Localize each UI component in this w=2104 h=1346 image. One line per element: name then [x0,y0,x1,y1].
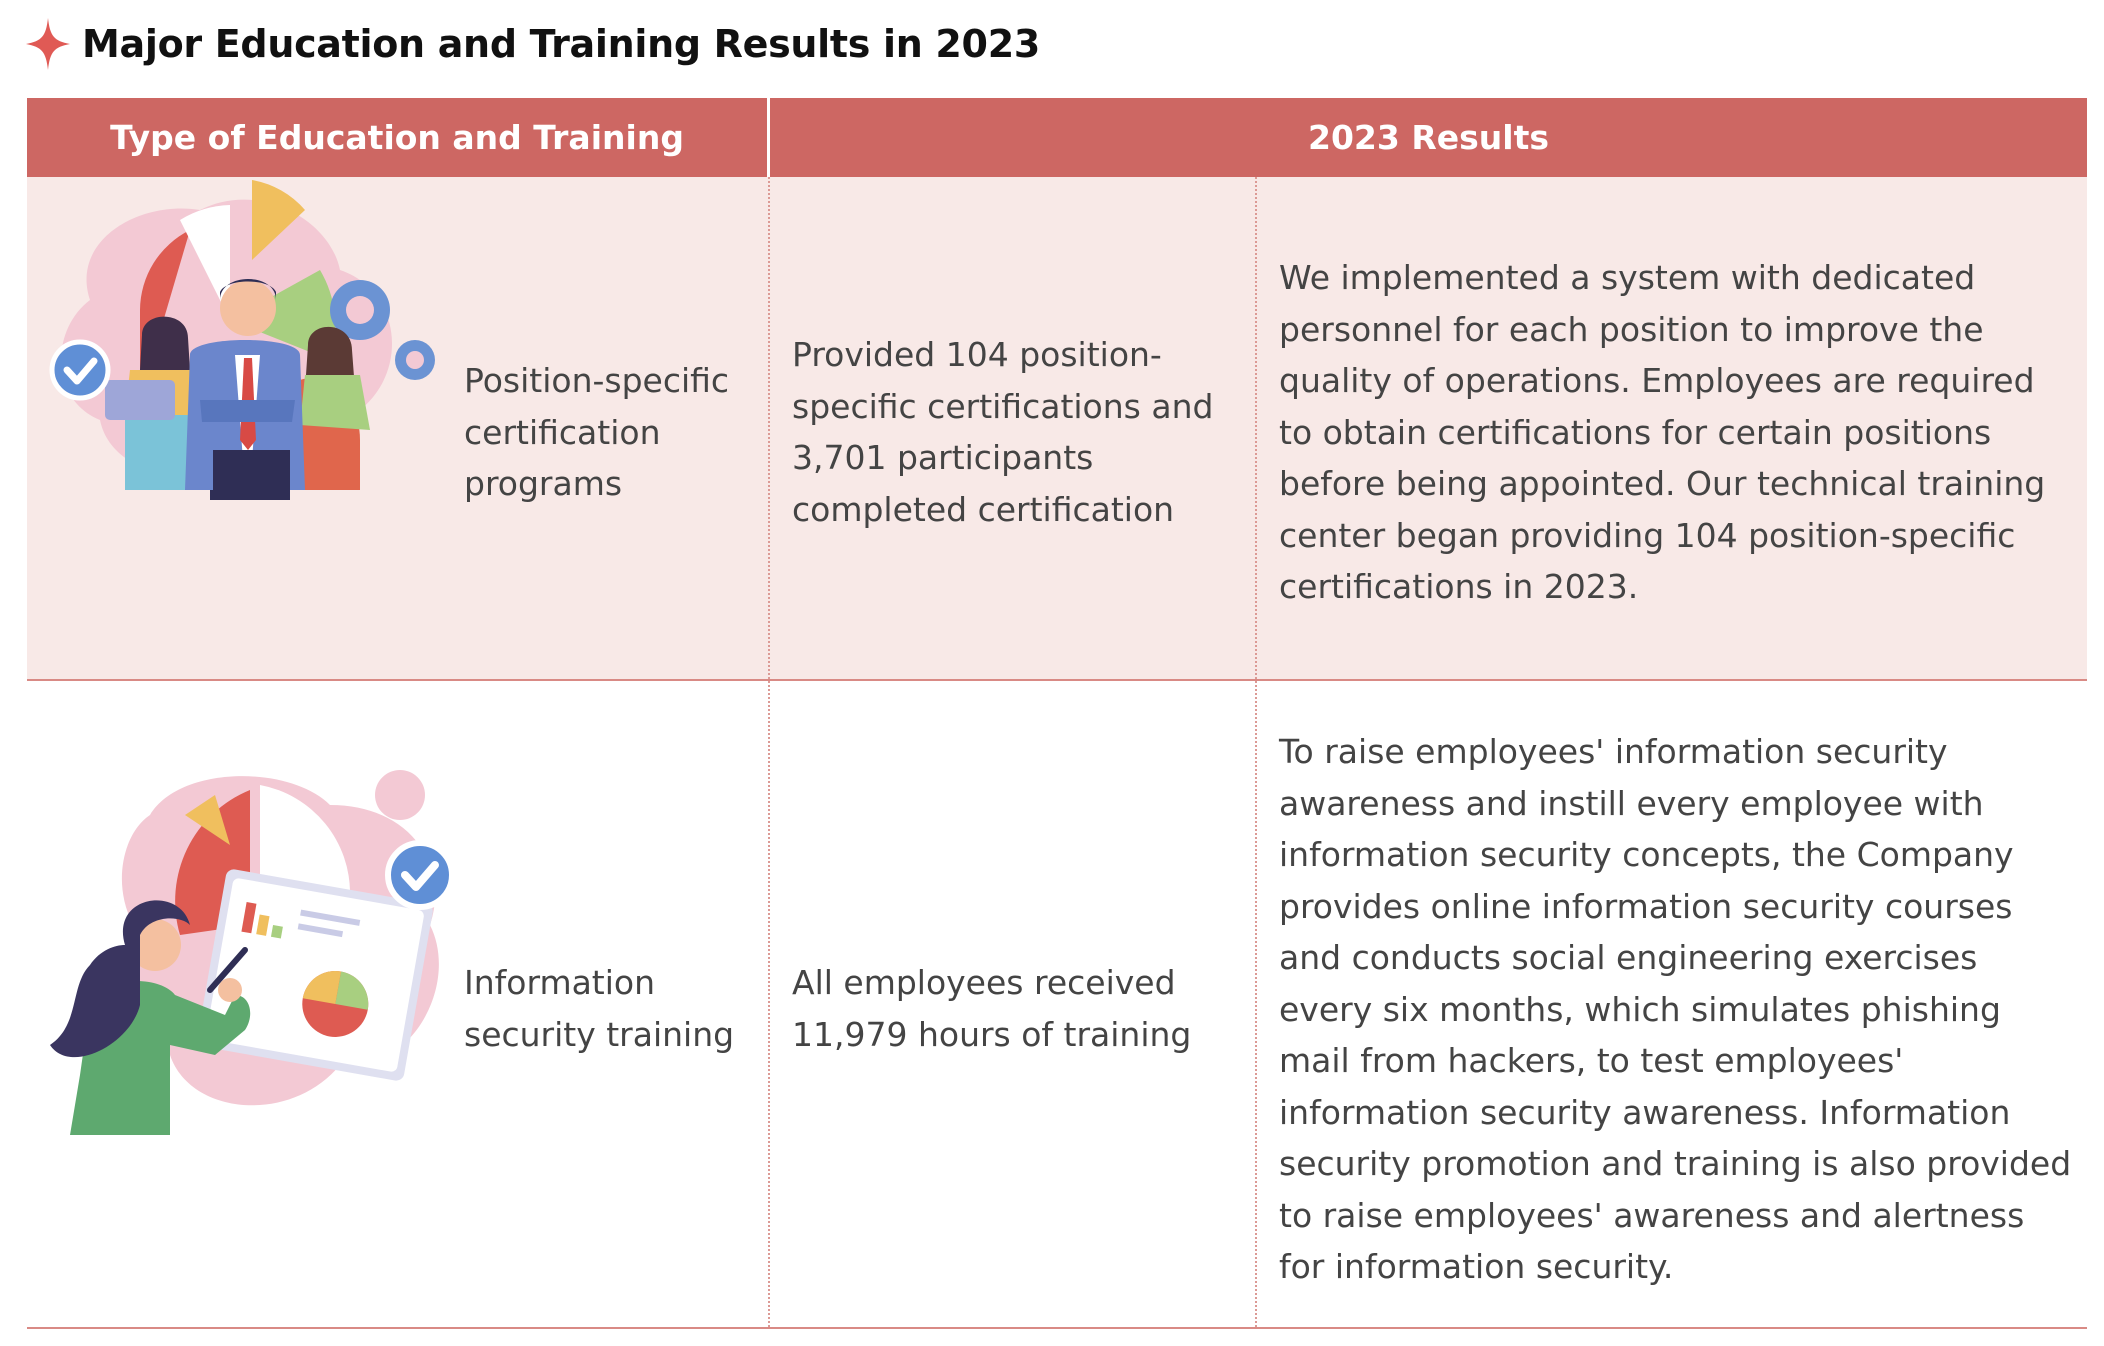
row1-type: Position-specific certification programs [464,361,730,503]
column-divider [1255,177,1257,1327]
page-title: Major Education and Training Results in 2023 [82,22,1040,66]
four-point-star-icon [24,16,72,72]
row2-summary: All employees received 11,979 hours of training [792,963,1192,1054]
information-security-illustration [30,745,450,1145]
title-row [24,14,1040,74]
header-2023-results: 2023 Results [770,98,2087,177]
header-type-of-training: Type of Education and Training [27,98,767,177]
row2-details: To raise employees' information security awareness and instill every employee with information security concepts, the Company provides online information security courses and conducts social engineering exercises every six months, which simulates phishing mail from hackers, to test employees' information security awareness. Information security promotion and training is also provided to raise employees' awareness and alertness for information security. [1279,732,2072,1286]
team-certification-illustration [30,160,450,500]
column-divider [768,177,770,1327]
row2-type: Information security training [464,963,735,1054]
row1-details: We implemented a system with dedicated personnel for each position to improve the quality of operations. Employees are required to obtain certifications for certain positions before being appointed. Our technical training center began providing 104 position-specific certifications in 2023. [1279,258,2046,606]
row1-summary: Provided 104 position-specific certifications and 3,701 participants completed certification [792,335,1214,529]
